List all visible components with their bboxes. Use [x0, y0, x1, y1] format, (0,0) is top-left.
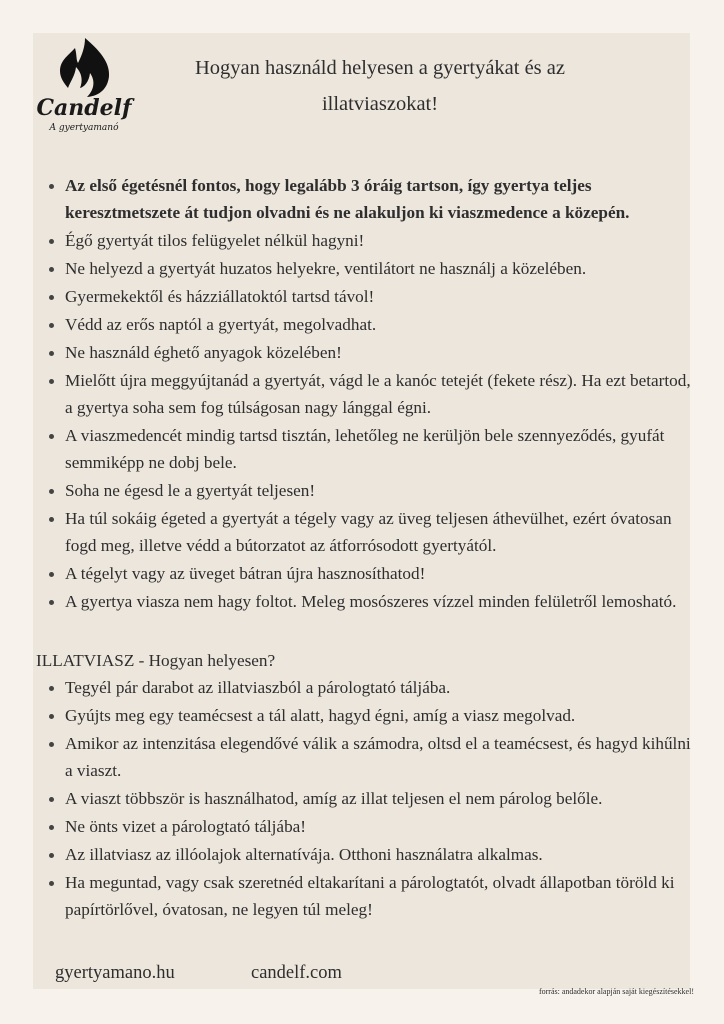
- footer-link-gyertyamano[interactable]: gyertyamano.hu: [55, 963, 175, 983]
- list-item: Ha túl sokáig égeted a gyertyát a tégely vagy az üveg teljesen áthevülhet, ezért óvatosan fogd meg, illetve védd a bútorzatot az átforrósodott gyertyától.: [43, 505, 693, 559]
- list-item: Mielőtt újra meggyújtanád a gyertyát, vágd le a kanóc tetejét (fekete rész). Ha ezt betartod, a gyertya soha sem fog túlságosan nagy lánggal égni.: [43, 367, 693, 421]
- list-item: Védd az erős naptól a gyertyát, megolvadhat.: [43, 311, 693, 338]
- list-item: Az illatviasz az illóolajok alternatívája. Otthoni használatra alkalmas.: [43, 841, 693, 868]
- flame-icon: [55, 36, 113, 98]
- list-item: Ne önts vizet a párologtató táljába!: [43, 813, 693, 840]
- list-item: Az első égetésnél fontos, hogy legalább 3 óráig tartson, így gyertya teljes keresztmetszete át tudjon olvadni és ne alakuljon ki viaszmedence a közepén.: [43, 172, 693, 226]
- list-item: A tégelyt vagy az üveget bátran újra hasznosíthatod!: [43, 560, 693, 587]
- wax-tips-list: [43, 674, 693, 924]
- wax-section-heading: ILLATVIASZ - Hogyan helyesen?: [36, 651, 276, 670]
- list-item: Ha meguntad, vagy csak szeretnéd eltakarítani a párologtatót, olvadt állapotban töröld ki papírtörlővel, óvatosan, ne legyen túl meleg!: [43, 869, 693, 923]
- list-item: A viaszt többször is használhatod, amíg az illat teljesen el nem párolog belőle.: [43, 785, 693, 812]
- logo-brand: Candelf: [36, 95, 132, 121]
- logo: [36, 36, 132, 146]
- source-note: forrás: andadekor alapján saját kiegészítésekkel!: [538, 987, 694, 996]
- list-item: Égő gyertyát tilos felügyelet nélkül hagyni!: [43, 227, 693, 254]
- list-item: Amikor az intenzitása elegendővé válik a számodra, oltsd el a teamécsest, és hagyd kihűlni a viaszt.: [43, 730, 693, 784]
- list-item: Tegyél pár darabot az illatviaszból a párologtató táljába.: [43, 674, 693, 701]
- candle-tips-list: [43, 172, 693, 616]
- list-item: Soha ne égesd le a gyertyát teljesen!: [43, 477, 693, 504]
- list-item: Gyermekektől és házziállatoktól tartsd távol!: [43, 283, 693, 310]
- list-item: Ne használd éghető anyagok közelében!: [43, 339, 693, 366]
- page-title: Hogyan használd helyesen a gyertyákat és az illatviaszokat!: [195, 57, 565, 115]
- footer-link-candelf[interactable]: candelf.com: [251, 963, 342, 983]
- list-item: A gyertya viasza nem hagy foltot. Meleg mosószeres vízzel minden felületről lemosható.: [43, 588, 693, 615]
- logo-tagline: A gyertyamanó: [49, 123, 119, 133]
- list-item: A viaszmedencét mindig tartsd tisztán, lehetőleg ne kerüljön bele szennyeződés, gyufát semmiképp ne dobj bele.: [43, 422, 693, 476]
- list-item: Gyújts meg egy teamécsest a tál alatt, hagyd égni, amíg a viasz megolvad.: [43, 702, 693, 729]
- list-item: Ne helyezd a gyertyát huzatos helyekre, ventilátort ne használj a közelében.: [43, 255, 693, 282]
